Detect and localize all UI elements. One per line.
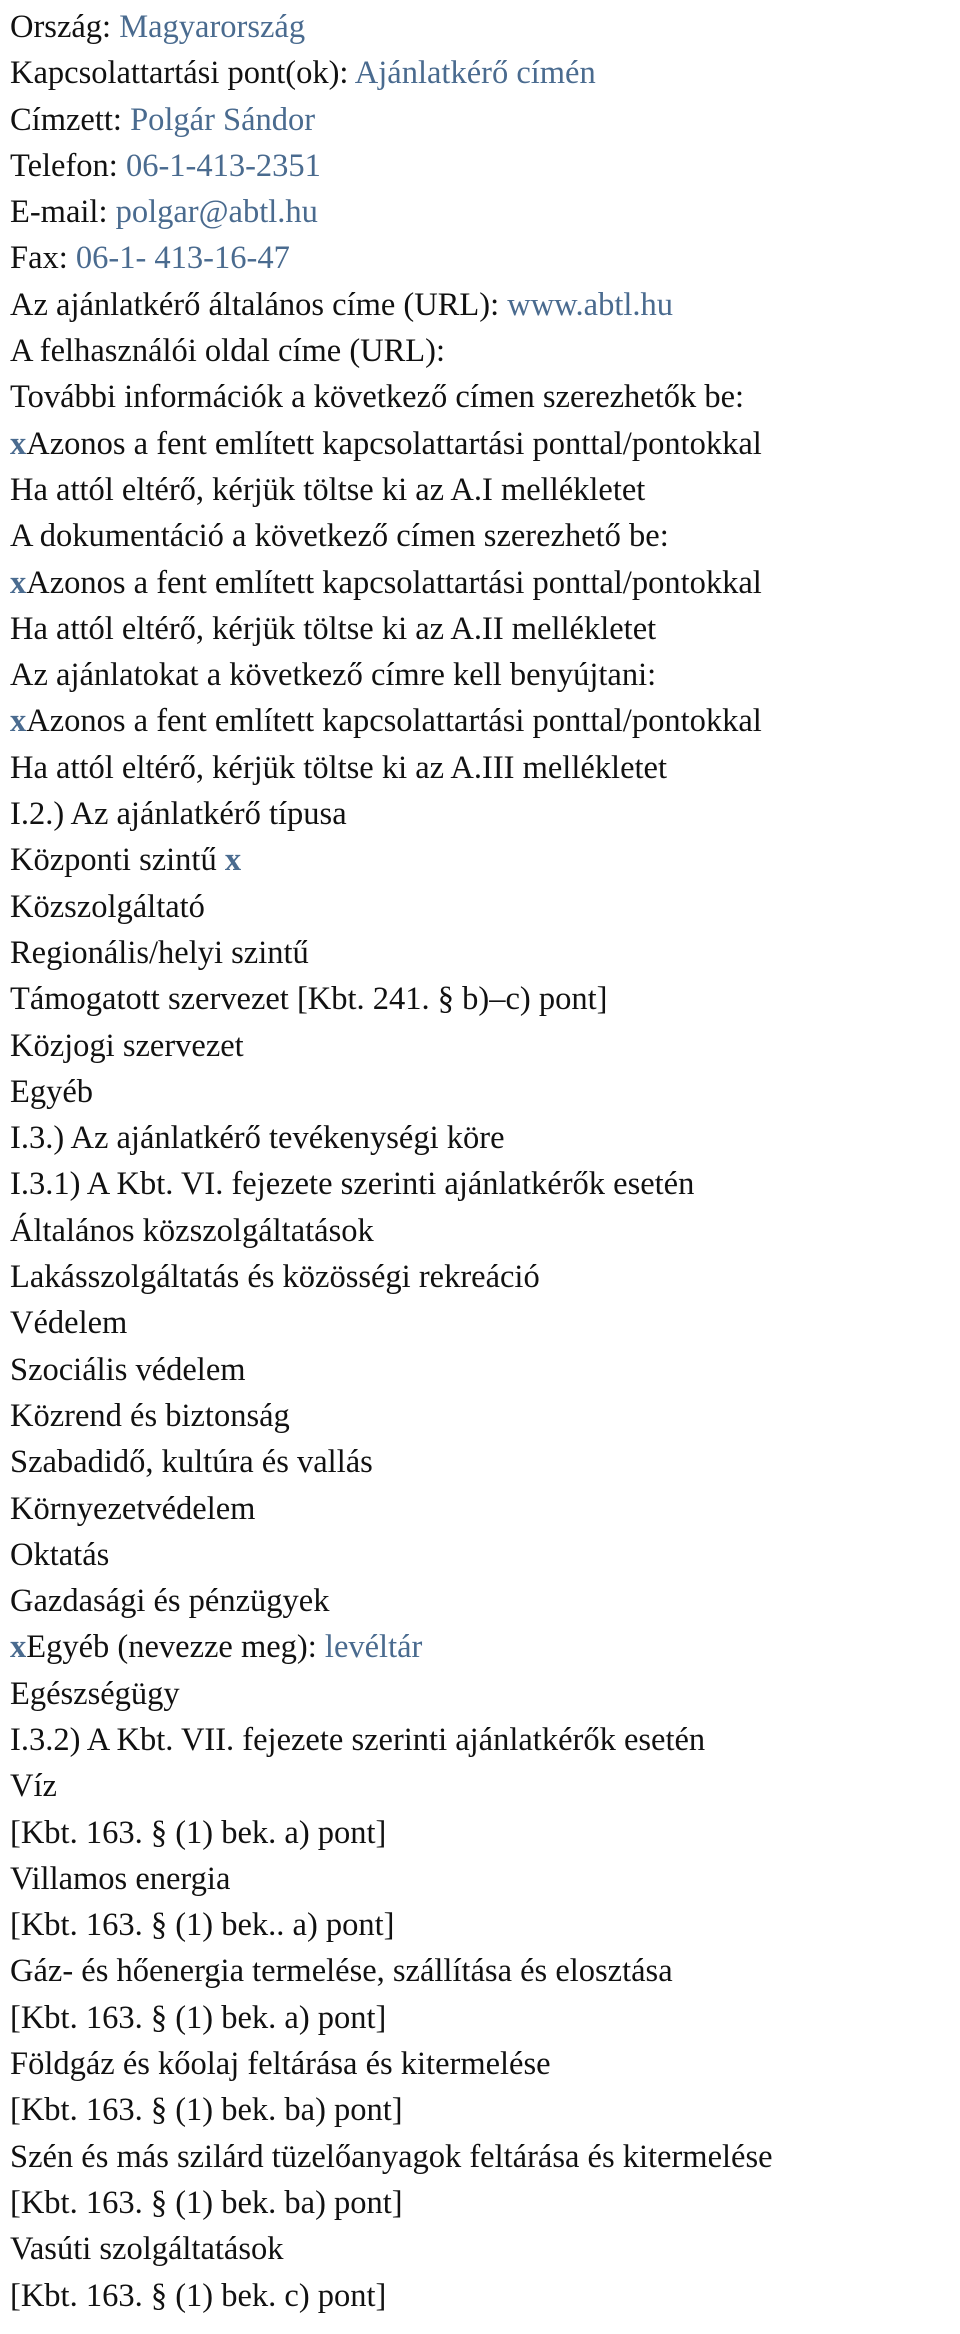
utility-item: Víz — [10, 1768, 57, 1805]
checkbox-mark: x — [10, 1629, 27, 1666]
activity-item: Környezetvédelem — [10, 1490, 256, 1527]
buyer-profile-row — [10, 328, 960, 374]
authority-type-central — [10, 837, 960, 883]
utility-legal-ref: [Kbt. 163. § (1) bek. a) pont] — [10, 1814, 387, 1851]
country-label: Ország: — [10, 9, 120, 45]
authority-type-item: Egyéb — [10, 1073, 94, 1110]
activity-item: Védelem — [10, 1305, 128, 1342]
country-row — [10, 4, 960, 50]
authority-type-item: Támogatott szervezet [Kbt. 241. § b)–c) pont] — [10, 981, 608, 1018]
utility-legal-ref: [Kbt. 163. § (1) bek. ba) pont] — [10, 2092, 403, 2129]
utility-item: Földgáz és kőolaj feltárása és kitermelése — [10, 2046, 551, 2083]
fax-row — [10, 235, 960, 281]
activity-heading: I.3.) Az ajánlatkérő tevékenységi köre — [10, 1120, 505, 1157]
authority-type-item: Közjogi szervezet — [10, 1027, 244, 1064]
utility-item: Gáz- és hőenergia termelése, szállítása és elosztása — [10, 1953, 673, 1990]
utility-item: Vasúti szolgáltatások — [10, 2231, 284, 2268]
documentation-section-heading: A dokumentáció a következő címen szerezhető be: — [10, 518, 669, 555]
activity-other-row — [10, 1624, 960, 1670]
phone-row — [10, 143, 960, 189]
contact-points-row — [10, 50, 960, 96]
email-label: E-mail: — [10, 194, 116, 231]
authority-type-item: Közszolgáltató — [10, 888, 205, 925]
activity-item: Közrend és biztonság — [10, 1397, 290, 1434]
checkbox-mark: x — [10, 703, 27, 740]
contact-points-label: Kapcsolattartási pont(ok): — [10, 55, 355, 92]
email-value: polgar@abtl.hu — [115, 194, 318, 231]
option-label: Azonos a fent említett kapcsolattartási ponttal/pontokkal — [26, 564, 762, 601]
addressee-label: Címzett: — [10, 101, 131, 138]
activity-item: Egészségügy — [10, 1675, 180, 1712]
checkbox-mark: x — [10, 564, 27, 601]
activity-sub2-heading: I.3.2) A Kbt. VII. fejezete szerinti ajánlatkérők esetén — [10, 1721, 706, 1758]
option-label: Azonos a fent említett kapcsolattartási ponttal/pontokkal — [26, 425, 762, 462]
other-label: Egyéb (nevezze meg): — [26, 1629, 325, 1666]
checkbox-mark: x — [10, 425, 27, 462]
activity-sub1-heading: I.3.1) A Kbt. VI. fejezete szerinti ajánlatkérők esetén — [10, 1166, 695, 1203]
phone-label: Telefon: — [10, 147, 126, 184]
submission-section-option — [10, 698, 960, 744]
phone-value: 06-1-413-2351 — [125, 147, 321, 184]
country-value: Magyarország — [119, 9, 306, 45]
email-row — [10, 189, 960, 235]
utility-item: Villamos energia — [10, 1860, 231, 1897]
url-label: Az ajánlatkérő általános címe (URL): — [10, 286, 508, 323]
submission-section-heading: Az ajánlatokat a következő címre kell benyújtani: — [10, 657, 657, 694]
info-section-heading: További információk a következő címen szerezhetők be: — [10, 379, 745, 416]
documentation-section-option — [10, 560, 960, 606]
documentation-section-note: Ha attól eltérő, kérjük töltse ki az A.II mellékletet — [10, 610, 657, 647]
utility-legal-ref: [Kbt. 163. § (1) bek. c) pont] — [10, 2277, 387, 2314]
utility-legal-ref: [Kbt. 163. § (1) bek.. a) pont] — [10, 1907, 395, 1944]
utility-legal-ref: [Kbt. 163. § (1) bek. a) pont] — [10, 1999, 387, 2036]
addressee-row — [10, 97, 960, 143]
activity-item: Szabadidő, kultúra és vallás — [10, 1444, 373, 1481]
buyer-profile-label: A felhasználói oldal címe (URL): — [10, 333, 446, 370]
checkbox-mark: x — [224, 842, 242, 879]
utility-legal-ref: [Kbt. 163. § (1) bek. ba) pont] — [10, 2184, 403, 2221]
central-label: Központi szintű — [10, 842, 225, 879]
url-row — [10, 282, 960, 328]
utility-item: Szén és más szilárd tüzelőanyagok feltárása és kitermelése — [10, 2138, 773, 2175]
info-section-option — [10, 421, 960, 467]
submission-section-note: Ha attól eltérő, kérjük töltse ki az A.III mellékletet — [10, 749, 667, 786]
activity-item: Oktatás — [10, 1536, 110, 1573]
fax-label: Fax: — [10, 240, 76, 277]
activity-item: Lakásszolgáltatás és közösségi rekreáció — [10, 1259, 540, 1296]
url-value: www.abtl.hu — [507, 286, 674, 323]
contact-points-value: Ajánlatkérő címén — [354, 55, 596, 92]
authority-type-heading: I.2.) Az ajánlatkérő típusa — [10, 796, 347, 833]
info-section-note: Ha attól eltérő, kérjük töltse ki az A.I mellékletet — [10, 471, 646, 508]
fax-value: 06-1- 413-16-47 — [75, 240, 290, 277]
option-label: Azonos a fent említett kapcsolattartási ponttal/pontokkal — [26, 703, 762, 740]
activity-item: Általános közszolgáltatások — [10, 1212, 374, 1249]
authority-type-item: Regionális/helyi szintű — [10, 934, 309, 971]
other-value: levéltár — [324, 1629, 423, 1666]
addressee-value: Polgár Sándor — [130, 101, 316, 138]
activity-item: Szociális védelem — [10, 1351, 246, 1388]
activity-item: Gazdasági és pénzügyek — [10, 1583, 330, 1620]
